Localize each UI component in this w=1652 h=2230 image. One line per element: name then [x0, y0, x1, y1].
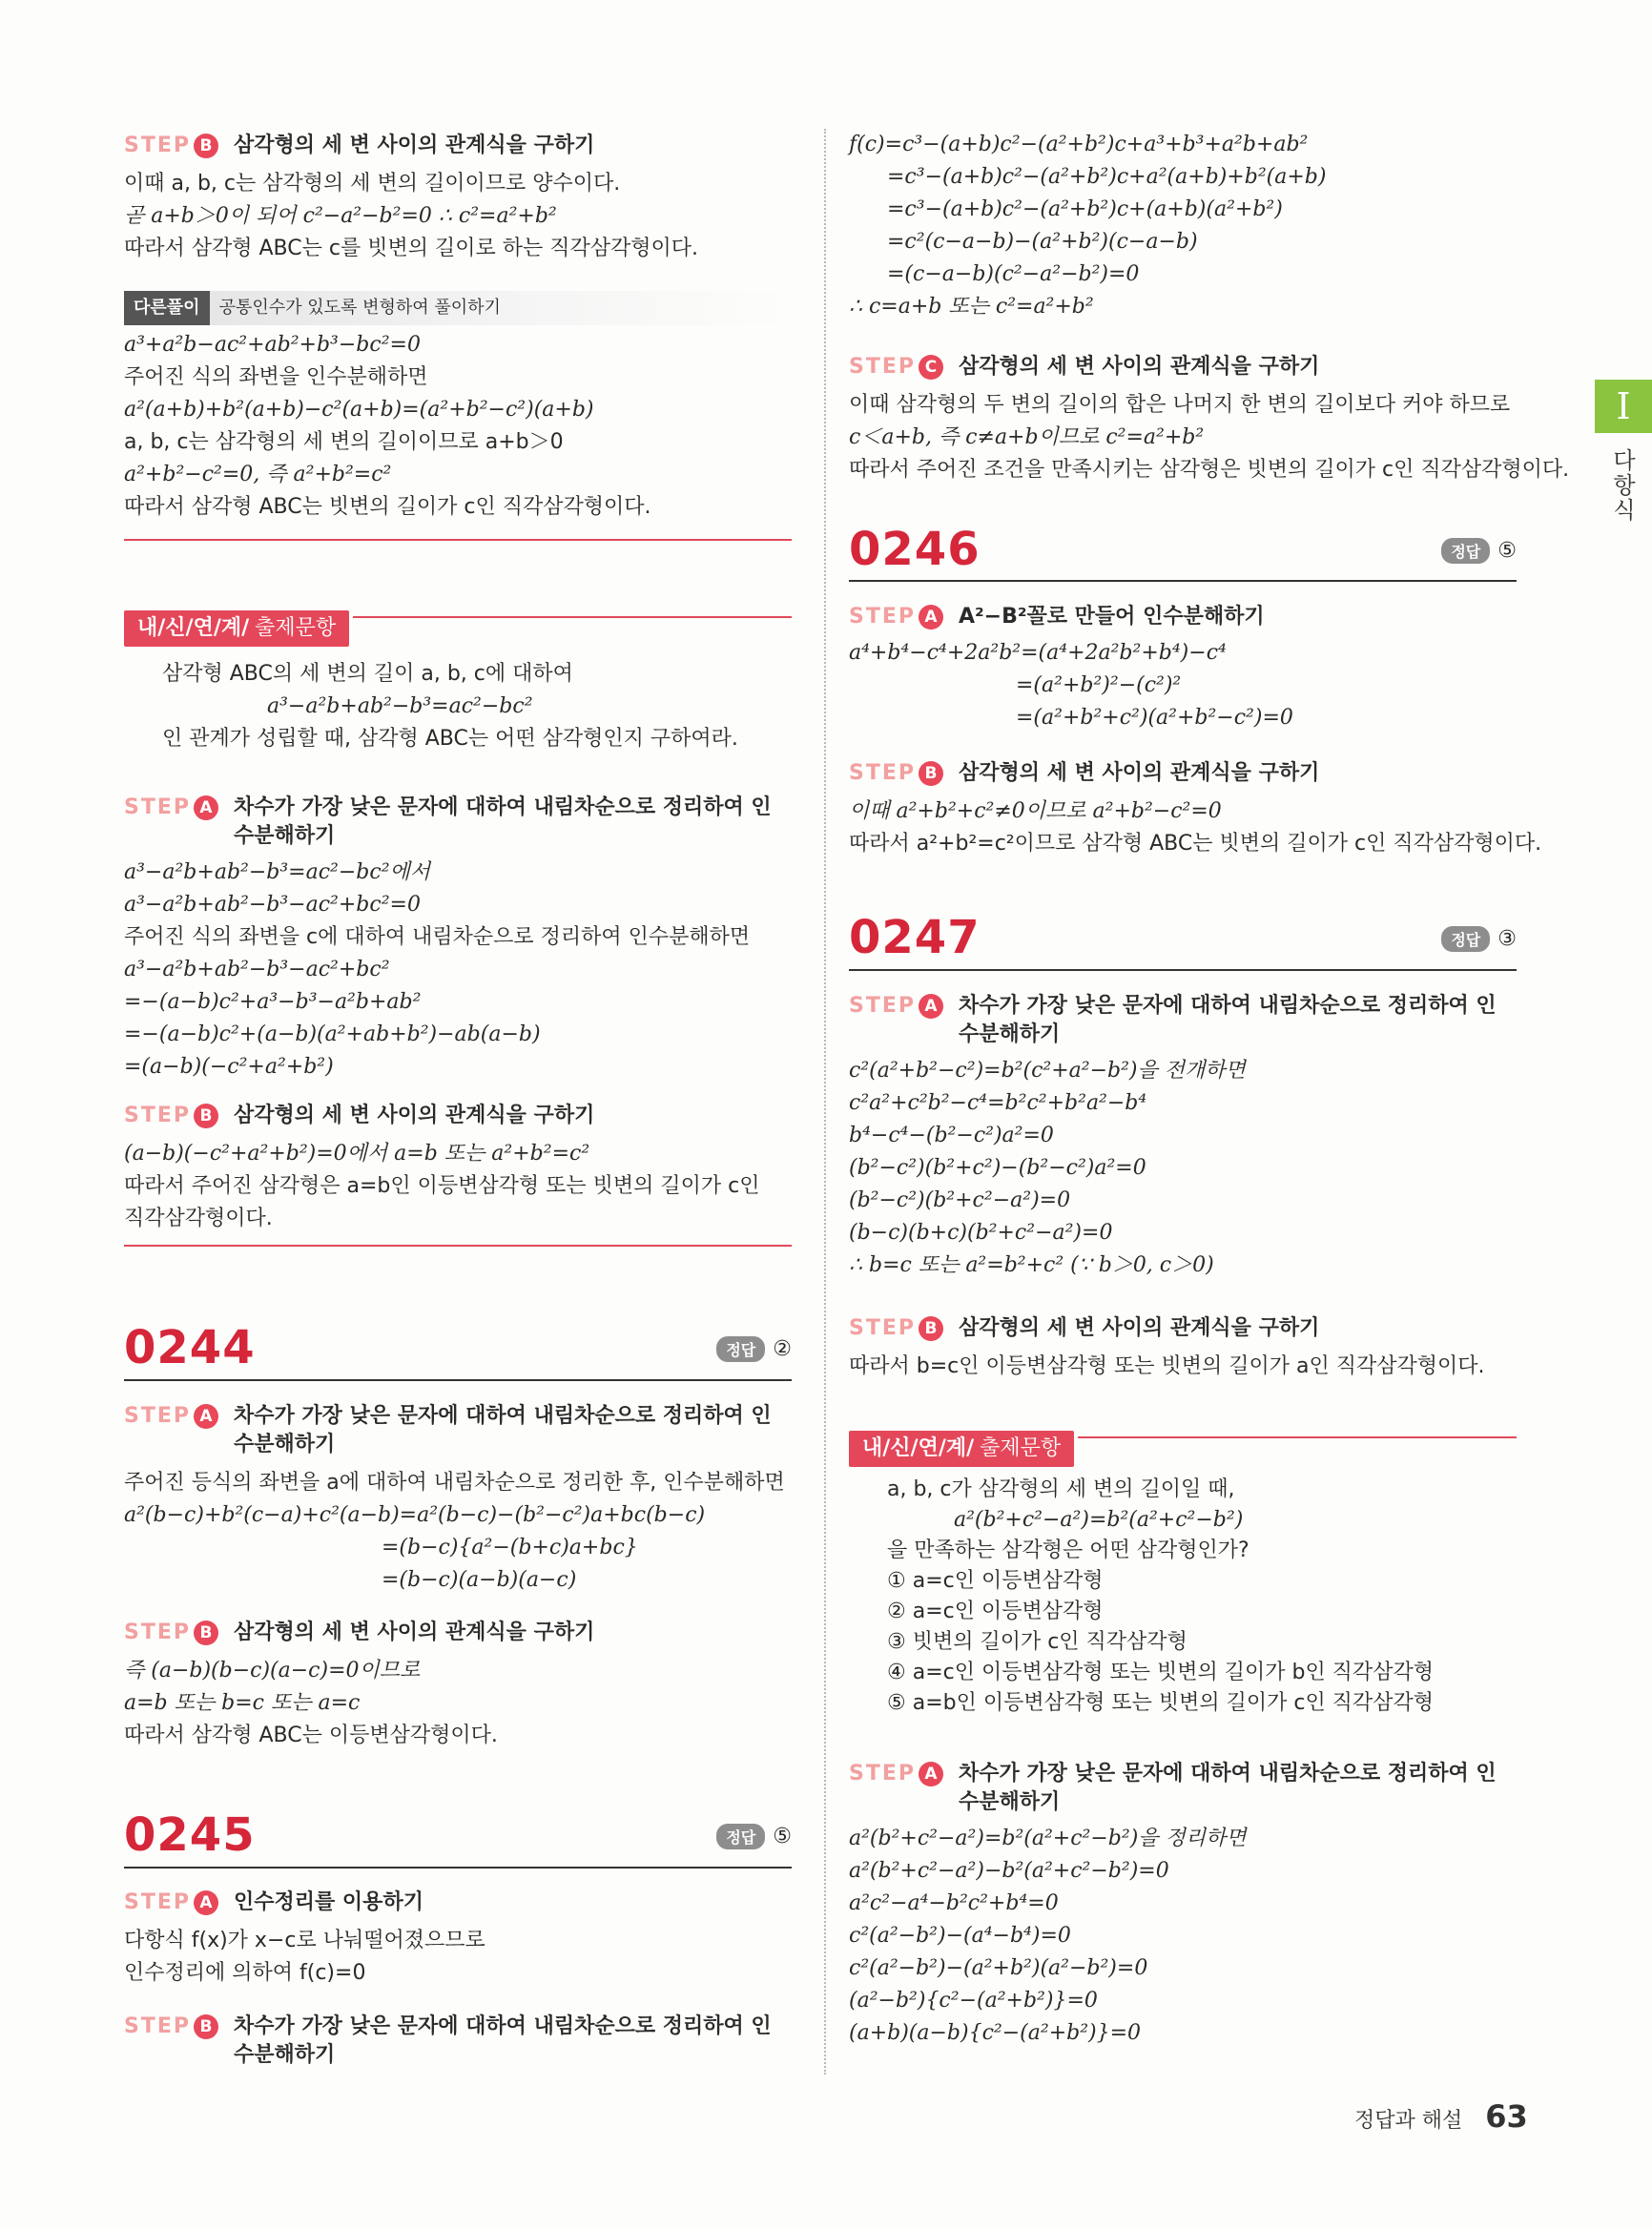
step-circle: B: [194, 2014, 218, 2039]
step-title: 삼각형의 세 변 사이의 관계식을 구하기: [959, 1316, 1320, 1340]
step-title: 차수가 가장 낮은 문자에 대하여 내림차순으로 정리하여 인수분해하기: [234, 2014, 772, 2067]
answer-box: [1441, 538, 1517, 564]
step-block: [849, 353, 1570, 486]
step-title: 차수가 가장 낮은 문자에 대하여 내림차순으로 정리하여 인수분해하기: [234, 1404, 772, 1456]
step-circle: C: [919, 355, 943, 380]
answer-box: [1441, 926, 1517, 952]
text-line: 이때 a, b, c는 삼각형의 세 변의 길이이므로 양수이다.: [124, 172, 621, 196]
text-line: 따라서 b=c인 이등변삼각형 또는 빗변의 길이가 a인 직각삼각형이다.: [849, 1354, 1485, 1378]
math-line: a³−a²b+ab²−b³−ac²+bc²=0: [124, 893, 421, 917]
step-title: 차수가 가장 낮은 문자에 대하여 내림차순으로 정리하여 인수분해하기: [234, 795, 772, 848]
step-title: 삼각형의 세 변 사이의 관계식을 구하기: [234, 1621, 595, 1644]
step-tag: STEP: [124, 2014, 192, 2038]
answer-label: 정답: [716, 1824, 765, 1849]
math-line: a³−a²b+ab²−b³−ac²+bc²: [124, 958, 390, 981]
step-heading: [124, 1402, 792, 1459]
math-line: =c³−(a+b)c²−(a²+b²)c+(a+b)(a²+b²): [887, 197, 1283, 221]
page-number: 63: [1485, 2098, 1528, 2135]
step-heading: [124, 132, 792, 160]
math-line: c²(a²+b²−c²)=b²(c²+a²−b²)을 전개하면: [849, 1059, 1246, 1083]
question-number: 0244: [124, 1321, 256, 1374]
text-line: 따라서 삼각형 ABC는 빗변의 길이가 c인 직각삼각형이다.: [124, 495, 651, 519]
step-tag: STEP: [849, 1316, 917, 1340]
step-block: [124, 132, 792, 265]
step-block: [124, 2013, 792, 2070]
step-title: A²−B²꼴로 만들어 인수분해하기: [959, 605, 1265, 629]
math-line: 곧 a+b＞0이 되어 c²−a²−b²=0 ∴ c²=a²+b²: [124, 204, 557, 228]
math-line: =c²(c−a−b)−(a²+b²)(c−a−b): [887, 230, 1198, 254]
math-line: ∴ c=a+b 또는 c²=a²+b²: [849, 295, 1094, 319]
math-line: =(b−c)(a−b)(a−c): [382, 1568, 577, 1592]
step-circle: B: [194, 1621, 218, 1645]
section-rule: [124, 1245, 792, 1247]
text-line: a, b, c는 삼각형의 세 변의 길이이므로 a+b＞0: [124, 430, 564, 454]
math-line: c²(a²−b²)−(a²+b²)(a²−b²)=0: [849, 1956, 1148, 1980]
math-line: a=b 또는 b=c 또는 a=c: [124, 1691, 361, 1715]
step-block: [849, 759, 1542, 860]
chapter-label: 다항식: [1613, 447, 1636, 524]
text-line: 주어진 식의 좌변을 c에 대하여 내림차순으로 정리하여 인수분해하면: [124, 925, 751, 949]
question-0244: [124, 1321, 792, 1374]
badge-rule: [353, 616, 792, 618]
step-heading: [849, 759, 1517, 788]
step-tag: STEP: [849, 1762, 917, 1786]
page-footer: [1354, 2098, 1528, 2135]
step-heading: [124, 1102, 792, 1130]
step-tag: STEP: [124, 1404, 192, 1428]
step-circle: B: [194, 134, 218, 158]
math-line: =(a²+b²)²−(c²)²: [1016, 673, 1182, 697]
step-title: 삼각형의 세 변 사이의 관계식을 구하기: [234, 134, 595, 157]
math-line: 즉 (a−b)(b−c)(a−c)=0이므로: [124, 1659, 421, 1683]
question-rule: [124, 1867, 792, 1869]
step-circle: B: [194, 1104, 218, 1128]
math-line: =(b−c){a²−(b+c)a+bc}: [382, 1536, 638, 1559]
alt-header: [124, 291, 792, 325]
step-tag: STEP: [124, 1104, 192, 1127]
step-title: 삼각형의 세 변 사이의 관계식을 구하기: [959, 761, 1320, 785]
question-number: 0245: [124, 1808, 256, 1862]
step-tag: STEP: [849, 994, 917, 1018]
math-line: f(c)=c³−(a+b)c²−(a²+b²)c+a³+b³+a²b+ab²: [849, 133, 1309, 156]
step-tag: STEP: [849, 605, 917, 629]
naesin-problem: [124, 610, 792, 755]
naesin-badge: 내/신/연/계/ 출제문항: [849, 1431, 1074, 1467]
step-heading: [124, 2013, 792, 2070]
choice-item: ② a=c인 이등변삼각형: [887, 1600, 1104, 1623]
math-line: a³+a²b−ac²+ab²+b³−bc²=0: [124, 333, 421, 357]
math-line: =(c−a−b)(c²−a²−b²)=0: [887, 262, 1140, 286]
choice-item: ③ 빗변의 길이가 c인 직각삼각형: [887, 1630, 1187, 1654]
answer-box: [716, 1824, 792, 1849]
step-heading: [849, 1314, 1517, 1343]
step-block: [849, 1760, 1517, 2050]
text-line: 주어진 식의 좌변을 인수분해하면: [124, 365, 428, 389]
math-line: a²c²−a⁴−b²c²+b⁴=0: [849, 1891, 1059, 1915]
step-tag: STEP: [849, 761, 917, 785]
answer-label: 정답: [716, 1336, 765, 1362]
math-line: c²a²+c²b²−c⁴=b²c²+b²a²−b⁴: [849, 1091, 1147, 1115]
column-divider: [824, 129, 826, 2075]
step-tag: STEP: [124, 1890, 192, 1914]
naesin-badge: 내/신/연/계/ 출제문항: [124, 610, 349, 647]
step-heading: [849, 353, 1517, 382]
step-circle: B: [919, 1316, 943, 1341]
naesin-problem: [849, 1431, 1517, 1719]
step-circle: A: [194, 795, 218, 820]
math-line: 이때 a²+b²+c²≠0이므로 a²+b²−c²=0: [849, 799, 1222, 823]
math-line: (b²−c²)(b²+c²−a²)=0: [849, 1188, 1071, 1212]
answer-value: ②: [773, 1337, 792, 1361]
step-tag: STEP: [124, 795, 192, 819]
step-block: [124, 1889, 792, 1990]
answer-value: ③: [1497, 927, 1517, 951]
question-rule: [849, 580, 1517, 582]
problem-line: 을 만족하는 삼각형은 어떤 삼각형인가?: [887, 1538, 1249, 1562]
step-block: [849, 992, 1517, 1282]
question-rule: [124, 1379, 792, 1381]
answer-label: 정답: [1441, 926, 1490, 952]
step-heading: [849, 992, 1517, 1049]
math-line: =−(a−b)c²+(a−b)(a²+ab+b²)−ab(a−b): [124, 1022, 541, 1046]
step-block: [124, 1102, 792, 1235]
step-title: 삼각형의 세 변 사이의 관계식을 구하기: [234, 1104, 595, 1127]
step-heading: [124, 1889, 792, 1917]
question-number: 0246: [849, 523, 981, 576]
step-circle: A: [194, 1404, 218, 1429]
question-0246: [849, 523, 1517, 576]
answer-value: ⑤: [1497, 539, 1517, 563]
math-line: =(a−b)(−c²+a²+b²): [124, 1055, 334, 1079]
alt-title: 공통인수가 있도록 변형하여 풀이하기: [218, 298, 501, 318]
step-circle: A: [919, 1762, 943, 1786]
problem-line: 삼각형 ABC의 세 변의 길이 a, b, c에 대하여: [162, 662, 573, 686]
math-line: =(a²+b²+c²)(a²+b²−c²)=0: [1016, 706, 1293, 730]
text-line: 주어진 등식의 좌변을 a에 대하여 내림차순으로 정리한 후, 인수분해하면: [124, 1471, 785, 1495]
math-line: a²(b−c)+b²(c−a)+c²(a−b)=a²(b−c)−(b²−c²)a+bc(b−c): [124, 1503, 706, 1527]
step-title: 인수정리를 이용하기: [234, 1890, 423, 1914]
question-rule: [849, 969, 1517, 971]
section-rule: [124, 539, 792, 541]
math-line: (a+b)(a−b){c²−(a²+b²)}=0: [849, 2021, 1142, 2045]
step-heading: [849, 1760, 1517, 1817]
step-heading: [849, 603, 1517, 631]
answer-label: 정답: [1441, 538, 1490, 564]
text-line: 이때 삼각형의 두 변의 길이의 합은 나머지 한 변의 길이보다 커야 하므로: [849, 393, 1511, 417]
problem-line: 인 관계가 성립할 때, 삼각형 ABC는 어떤 삼각형인지 구하여라.: [162, 727, 738, 751]
step-block: [849, 603, 1517, 734]
problem-equation: a²(b²+c²−a²)=b²(a²+c²−b²): [954, 1508, 1244, 1532]
text-line: 따라서 주어진 조건을 만족시키는 삼각형은 빗변의 길이가 c인 직각삼각형이다.: [849, 458, 1570, 482]
alt-badge: 다른풀이: [124, 291, 210, 325]
step-block: [124, 1619, 792, 1752]
footer-text: 정답과 해설: [1354, 2109, 1463, 2133]
math-line: a²+b²−c²=0, 즉 a²+b²=c²: [124, 463, 392, 486]
math-line: (a²−b²){c²−(a²+b²)}=0: [849, 1989, 1098, 2013]
math-line: b⁴−c⁴−(b²−c²)a²=0: [849, 1124, 1054, 1147]
choice-item: ⑤ a=b인 이등변삼각형 또는 빗변의 길이가 c인 직각삼각형: [887, 1691, 1434, 1715]
text-line: 따라서 삼각형 ABC는 c를 빗변의 길이로 하는 직각삼각형이다.: [124, 237, 698, 260]
alt-solution: [124, 291, 792, 524]
math-line: c²(a²−b²)−(a⁴−b⁴)=0: [849, 1924, 1071, 1948]
step-block: [124, 794, 792, 1084]
text-line: 다항식 f(x)가 x−c로 나눠떨어졌으므로: [124, 1929, 485, 1952]
question-number: 0247: [849, 911, 981, 964]
step-tag: STEP: [849, 355, 917, 379]
text-line: 따라서 삼각형 ABC는 이등변삼각형이다.: [124, 1724, 498, 1747]
step-tag: STEP: [124, 134, 192, 157]
step-circle: A: [194, 1890, 218, 1915]
choice-item: ④ a=c인 이등변삼각형 또는 빗변의 길이가 b인 직각삼각형: [887, 1661, 1434, 1684]
math-line: a⁴+b⁴−c⁴+2a²b²=(a⁴+2a²b²+b⁴)−c⁴: [849, 641, 1227, 665]
math-line: (a−b)(−c²+a²+b²)=0에서 a=b 또는 a²+b²=c²: [124, 1142, 590, 1166]
problem-line: a, b, c가 삼각형의 세 변의 길이일 때,: [887, 1477, 1235, 1501]
step-heading: [124, 794, 792, 851]
math-line: a³−a²b+ab²−b³=ac²−bc²에서: [124, 860, 431, 884]
step-circle: B: [919, 761, 943, 786]
question-0247: [849, 911, 1517, 964]
chapter-roman: I: [1616, 385, 1631, 427]
text-line: 따라서 주어진 삼각형은 a=b인 이등변삼각형 또는 빗변의 길이가 c인: [124, 1174, 760, 1198]
math-line: =−(a−b)c²+a³−b³−a²b+ab²: [124, 990, 422, 1014]
step-circle: A: [919, 605, 943, 630]
chapter-tab: [1595, 380, 1652, 433]
step-block: [849, 1314, 1517, 1383]
derivation-block: [849, 129, 1517, 323]
math-line: =c³−(a+b)c²−(a²+b²)c+a²(a+b)+b²(a+b): [887, 165, 1327, 189]
step-block: [124, 1402, 792, 1597]
question-0245: [124, 1808, 792, 1862]
problem-equation: a³−a²b+ab²−b³=ac²−bc²: [267, 694, 533, 718]
math-line: (b−c)(b+c)(b²+c²−a²)=0: [849, 1221, 1113, 1245]
text-line: 직각삼각형이다.: [124, 1207, 273, 1230]
answer-value: ⑤: [773, 1825, 792, 1848]
math-line: c＜a+b, 즉 c≠a+b이므로 c²=a²+b²: [849, 425, 1205, 449]
badge-rule: [1078, 1436, 1517, 1438]
answer-box: [716, 1336, 792, 1362]
math-line: (b²−c²)(b²+c²)−(b²−c²)a²=0: [849, 1156, 1146, 1180]
step-heading: [124, 1619, 792, 1647]
step-circle: A: [919, 994, 943, 1019]
choice-item: ① a=c인 이등변삼각형: [887, 1569, 1104, 1593]
math-line: a²(b²+c²−a²)−b²(a²+c²−b²)=0: [849, 1859, 1169, 1883]
math-line: a²(b²+c²−a²)=b²(a²+c²−b²)을 정리하면: [849, 1827, 1247, 1850]
text-line: 인수정리에 의하여 f(c)=0: [124, 1961, 366, 1985]
step-title: 차수가 가장 낮은 문자에 대하여 내림차순으로 정리하여 인수분해하기: [959, 994, 1497, 1046]
math-line: a²(a+b)+b²(a+b)−c²(a+b)=(a²+b²−c²)(a+b): [124, 398, 594, 422]
step-title: 차수가 가장 낮은 문자에 대하여 내림차순으로 정리하여 인수분해하기: [959, 1762, 1497, 1814]
step-tag: STEP: [124, 1621, 192, 1644]
text-line: 따라서 a²+b²=c²이므로 삼각형 ABC는 빗변의 길이가 c인 직각삼각형이다.: [849, 832, 1542, 856]
step-title: 삼각형의 세 변 사이의 관계식을 구하기: [959, 355, 1320, 379]
math-line: ∴ b=c 또는 a²=b²+c² (∵ b＞0, c＞0): [849, 1253, 1214, 1277]
